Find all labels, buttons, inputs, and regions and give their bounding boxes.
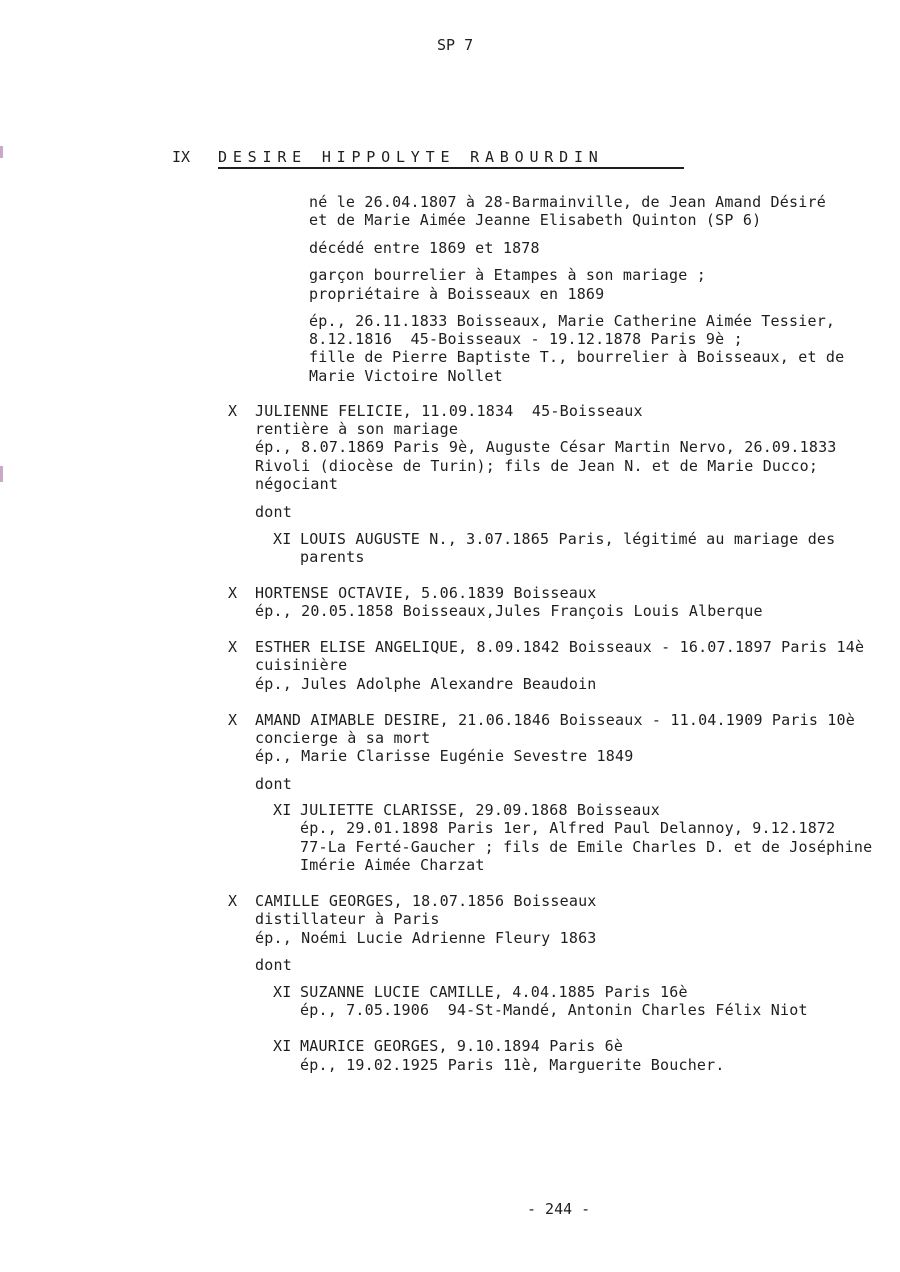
- occupation-line: garçon bourrelier à Etampes à son mariage ;: [309, 266, 706, 284]
- dont-label: dont: [255, 775, 292, 793]
- grandchild-generation: XI: [273, 1037, 292, 1055]
- child-generation: X: [228, 892, 238, 910]
- grandchild-detail-line: ép., 29.01.1898 Paris 1er, Alfred Paul Delannoy, 9.12.1872: [300, 819, 836, 837]
- grandchild-name-line: SUZANNE LUCIE CAMILLE, 4.04.1885 Paris 16è: [300, 983, 688, 1001]
- grandchild-detail-line: ép., 7.05.1906 94-St-Mandé, Antonin Charles Félix Niot: [300, 1001, 808, 1019]
- birth-line: né le 26.04.1807 à 28-Barmainville, de Jean Amand Désiré: [309, 193, 826, 211]
- grandchild-generation: XI: [273, 530, 292, 548]
- parents-line: et de Marie Aimée Jeanne Elisabeth Quinton (SP 6): [309, 211, 762, 229]
- generation-number: IX: [172, 148, 191, 166]
- child-name-line: HORTENSE OCTAVIE, 5.06.1839 Boisseaux: [255, 584, 597, 602]
- grandchild-name-line: JULIETTE CLARISSE, 29.09.1868 Boisseaux: [300, 801, 660, 819]
- child-detail-line: ép., Jules Adolphe Alexandre Beaudoin: [255, 675, 597, 693]
- grandchild-name-line: MAURICE GEORGES, 9.10.1894 Paris 6è: [300, 1037, 624, 1055]
- child-detail-line: ép., Marie Clarisse Eugénie Sevestre 1849: [255, 747, 634, 765]
- spouse-parents-line: fille de Pierre Baptiste T., bourrelier à Boisseaux, et de: [309, 348, 845, 366]
- child-generation: X: [228, 711, 238, 729]
- child-name-line: AMAND AIMABLE DESIRE, 21.06.1846 Boisseaux - 11.04.1909 Paris 10è: [255, 711, 855, 729]
- marriage-line: ép., 26.11.1833 Boisseaux, Marie Catherine Aimée Tessier,: [309, 312, 836, 330]
- page-reference: SP 7: [437, 36, 474, 54]
- title-underline: [218, 167, 684, 169]
- child-detail-line: concierge à sa mort: [255, 729, 431, 747]
- grandchild-generation: XI: [273, 801, 292, 819]
- dont-label: dont: [255, 503, 292, 521]
- spouse-dates-line: 8.12.1816 45-Boisseaux - 19.12.1878 Paris 9è ;: [309, 330, 743, 348]
- child-detail-line: ép., Noémi Lucie Adrienne Fleury 1863: [255, 929, 597, 947]
- child-name-line: JULIENNE FELICIE, 11.09.1834 45-Boisseaux: [255, 402, 643, 420]
- binding-mark: [0, 146, 3, 158]
- death-line: décédé entre 1869 et 1878: [309, 239, 540, 257]
- dont-label: dont: [255, 956, 292, 974]
- grandchild-detail-line: 77-La Ferté-Gaucher ; fils de Emile Charles D. et de Joséphine: [300, 838, 873, 856]
- child-detail-line: ép., 20.05.1858 Boisseaux,Jules François Louis Alberque: [255, 602, 763, 620]
- child-generation: X: [228, 584, 238, 602]
- page-number: - 244 -: [527, 1200, 591, 1218]
- child-detail-line: rentière à son mariage: [255, 420, 459, 438]
- child-name-line: CAMILLE GEORGES, 18.07.1856 Boisseaux: [255, 892, 597, 910]
- occupation-line: propriétaire à Boisseaux en 1869: [309, 285, 605, 303]
- grandchild-detail-line: parents: [300, 548, 365, 566]
- grandchild-detail-line: Imérie Aimée Charzat: [300, 856, 485, 874]
- child-detail-line: ép., 8.07.1869 Paris 9è, Auguste César Martin Nervo, 26.09.1833: [255, 438, 837, 456]
- person-title: DESIRE HIPPOLYTE RABOURDIN: [218, 148, 604, 166]
- child-detail-line: Rivoli (diocèse de Turin); fils de Jean N. et de Marie Ducco;: [255, 457, 819, 475]
- grandchild-generation: XI: [273, 983, 292, 1001]
- child-detail-line: cuisinière: [255, 656, 348, 674]
- child-detail-line: négociant: [255, 475, 339, 493]
- child-generation: X: [228, 402, 238, 420]
- child-detail-line: distillateur à Paris: [255, 910, 440, 928]
- spouse-parents-line: Marie Victoire Nollet: [309, 367, 503, 385]
- grandchild-name-line: LOUIS AUGUSTE N., 3.07.1865 Paris, légitimé au mariage des: [300, 530, 836, 548]
- child-name-line: ESTHER ELISE ANGELIQUE, 8.09.1842 Boisseaux - 16.07.1897 Paris 14è: [255, 638, 865, 656]
- grandchild-detail-line: ép., 19.02.1925 Paris 11è, Marguerite Boucher.: [300, 1056, 725, 1074]
- child-generation: X: [228, 638, 238, 656]
- binding-mark: [0, 466, 3, 482]
